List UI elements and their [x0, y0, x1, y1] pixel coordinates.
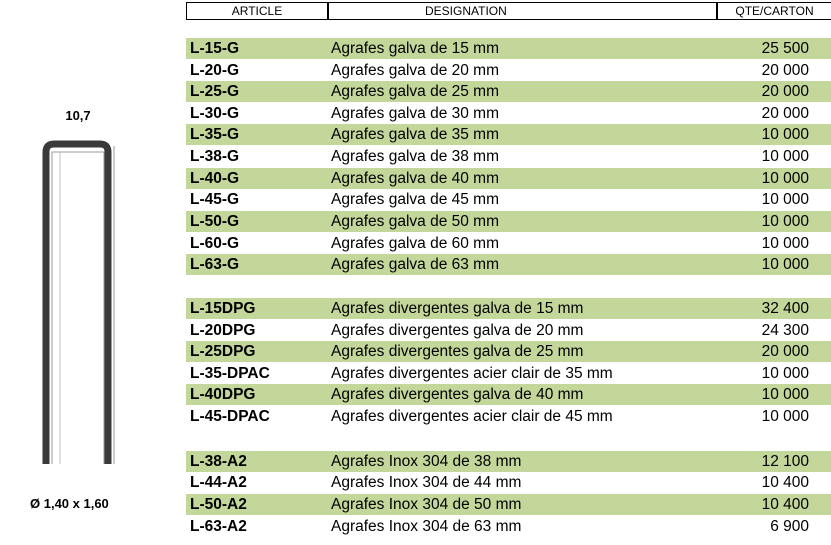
qty-per-carton: 6 900	[770, 518, 809, 535]
designation: Agrafes galva de 40 mm	[331, 170, 500, 187]
table-row	[186, 384, 831, 405]
qty-per-carton: 24 300	[761, 322, 809, 339]
designation: Agrafes galva de 45 mm	[331, 191, 500, 208]
designation: Agrafes Inox 304 de 44 mm	[331, 474, 522, 491]
qty-per-carton: 12 100	[761, 453, 809, 470]
header-designation: DESIGNATION	[328, 2, 717, 20]
article-code: L-35-DPAC	[190, 365, 270, 382]
designation: Agrafes galva de 30 mm	[331, 105, 500, 122]
article-code: L-38-A2	[190, 453, 247, 470]
table-row	[186, 168, 831, 189]
qty-per-carton: 10 400	[761, 496, 809, 513]
designation: Agrafes Inox 304 de 38 mm	[331, 453, 522, 470]
article-code: L-25-G	[190, 83, 240, 100]
table-row	[186, 211, 831, 232]
qty-per-carton: 10 000	[761, 213, 809, 230]
article-code: L-63-G	[190, 256, 240, 273]
table-row	[186, 124, 831, 145]
article-code: L-25DPG	[190, 343, 256, 360]
article-code: L-44-A2	[190, 474, 247, 491]
table-row	[186, 81, 831, 102]
table-row	[186, 451, 831, 472]
article-code: L-40DPG	[190, 386, 256, 403]
qty-per-carton: 10 000	[761, 148, 809, 165]
qty-per-carton: 25 500	[761, 40, 809, 57]
designation: Agrafes galva de 35 mm	[331, 126, 500, 143]
qty-per-carton: 10 000	[761, 235, 809, 252]
qty-per-carton: 20 000	[761, 83, 809, 100]
table-row	[186, 516, 831, 537]
article-code: L-50-G	[190, 213, 240, 230]
wire-section-label: Ø 1,40 x 1,60	[30, 496, 109, 511]
header-article: ARTICLE	[186, 2, 328, 20]
table-row	[186, 254, 831, 275]
qty-per-carton: 10 000	[761, 365, 809, 382]
article-code: L-60-G	[190, 235, 240, 252]
table-row	[186, 38, 831, 59]
designation: Agrafes galva de 60 mm	[331, 235, 500, 252]
table-row	[186, 60, 831, 81]
article-code: L-15DPG	[190, 300, 256, 317]
article-code: L-63-A2	[190, 518, 247, 535]
designation: Agrafes galva de 38 mm	[331, 148, 500, 165]
designation: Agrafes divergentes galva de 15 mm	[331, 300, 584, 317]
qty-per-carton: 10 000	[761, 256, 809, 273]
designation: Agrafes galva de 50 mm	[331, 213, 500, 230]
staple-outline	[46, 144, 108, 464]
designation: Agrafes galva de 63 mm	[331, 256, 500, 273]
designation: Agrafes Inox 304 de 63 mm	[331, 518, 522, 535]
table-row	[186, 298, 831, 319]
article-code: L-35-G	[190, 126, 240, 143]
article-code: L-45-G	[190, 191, 240, 208]
article-code: L-38-G	[190, 148, 240, 165]
qty-per-carton: 10 000	[761, 191, 809, 208]
qty-per-carton: 32 400	[761, 300, 809, 317]
designation: Agrafes galva de 15 mm	[331, 40, 500, 57]
table-row	[186, 406, 831, 427]
designation: Agrafes divergentes acier clair de 45 mm	[331, 408, 613, 425]
designation: Agrafes divergentes galva de 25 mm	[331, 343, 584, 360]
table-row	[186, 233, 831, 254]
header-qte-carton: QTE/CARTON	[717, 2, 831, 20]
table-row	[186, 472, 831, 493]
article-code: L-45-DPAC	[190, 408, 270, 425]
table-row	[186, 363, 831, 384]
table-row	[186, 341, 831, 362]
article-code: L-20-G	[190, 62, 240, 79]
qty-per-carton: 10 000	[761, 126, 809, 143]
table-row	[186, 320, 831, 341]
staple-width-label: 10,7	[65, 108, 91, 123]
designation: Agrafes divergentes acier clair de 35 mm	[331, 365, 613, 382]
article-code: L-15-G	[190, 40, 240, 57]
article-code: L-20DPG	[190, 322, 256, 339]
qty-per-carton: 10 000	[761, 386, 809, 403]
designation: Agrafes divergentes galva de 40 mm	[331, 386, 584, 403]
table-row	[186, 146, 831, 167]
designation: Agrafes divergentes galva de 20 mm	[331, 322, 584, 339]
qty-per-carton: 20 000	[761, 105, 809, 122]
article-code: L-40-G	[190, 170, 240, 187]
qty-per-carton: 20 000	[761, 343, 809, 360]
qty-per-carton: 20 000	[761, 62, 809, 79]
table-row	[186, 103, 831, 124]
table-row	[186, 494, 831, 515]
designation: Agrafes galva de 20 mm	[331, 62, 500, 79]
table-row	[186, 189, 831, 210]
qty-per-carton: 10 400	[761, 474, 809, 491]
article-code: L-50-A2	[190, 496, 247, 513]
qty-per-carton: 10 000	[761, 170, 809, 187]
article-code: L-30-G	[190, 105, 240, 122]
staple-diagram	[36, 132, 126, 472]
designation: Agrafes galva de 25 mm	[331, 83, 500, 100]
qty-per-carton: 10 000	[761, 408, 809, 425]
designation: Agrafes Inox 304 de 50 mm	[331, 496, 522, 513]
